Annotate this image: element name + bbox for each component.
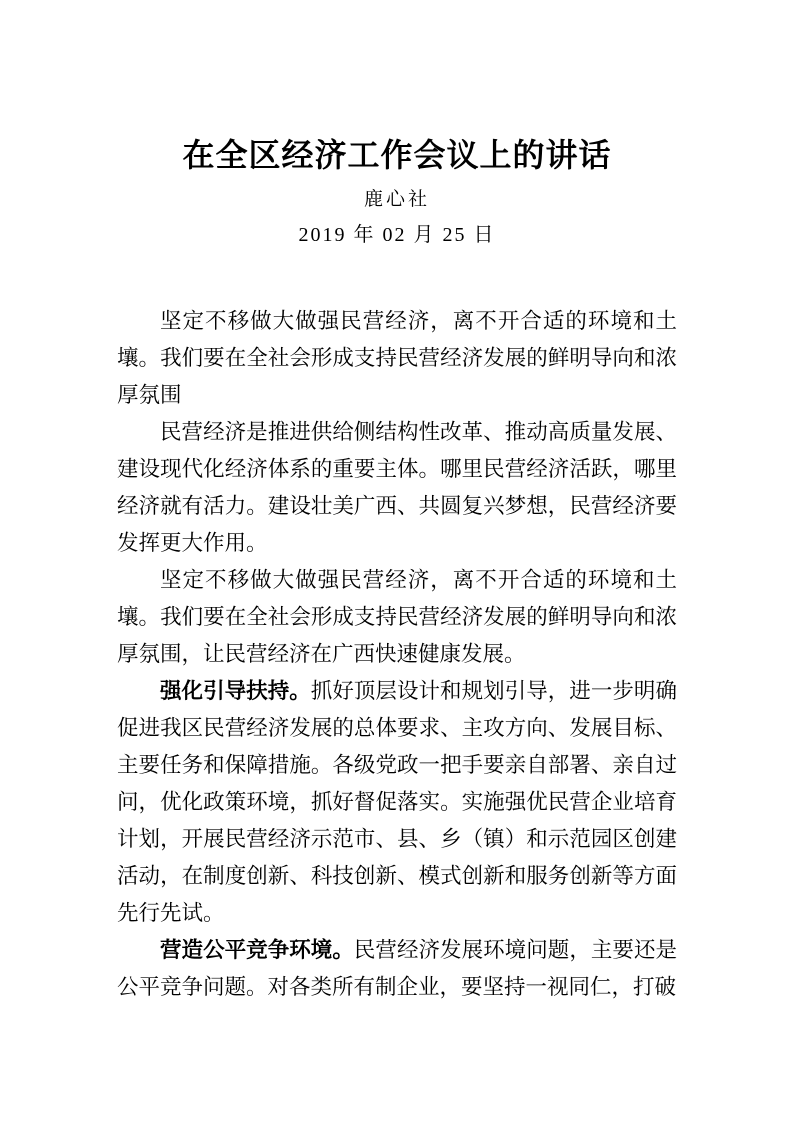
- paragraph: [117, 932, 677, 1006]
- paragraph-lead: 强化引导扶持。: [160, 679, 311, 703]
- paragraph-text: 坚定不移做大做强民营经济，离不开合适的环境和土壤。我们要在全社会形成支持民营经济发展的鲜明导向和浓厚氛围，让民营经济在广西快速健康发展。: [117, 568, 677, 666]
- document-body: [117, 303, 677, 1006]
- paragraph-lead: 营造公平竞争环境。: [160, 938, 354, 962]
- paragraph: [117, 673, 677, 932]
- date-line: 2019 年 02 月 25 日: [298, 224, 496, 246]
- document-content: [117, 0, 677, 1006]
- page-title: 在全区经济工作会议上的讲话: [182, 137, 612, 173]
- paragraph: [117, 303, 677, 414]
- author-line: 鹿心社: [363, 189, 430, 210]
- paragraph: [117, 562, 677, 673]
- paragraph-text: 民营经济发展环境问题，主要还是公平竞争问题。对各类所有制企业，要坚持一视同仁，打破: [117, 938, 677, 999]
- paragraph-text: 民营经济是推进供给侧结构性改革、推动高质量发展、建设现代化经济体系的重要主体。哪里民营经济活跃，哪里经济就有活力。建设壮美广西、共圆复兴梦想，民营经济要发挥更大作用。: [117, 420, 677, 555]
- paragraph-text: 坚定不移做大做强民营经济，离不开合适的环境和土壤。我们要在全社会形成支持民营经济发展的鲜明导向和浓厚氛围: [117, 309, 677, 407]
- paragraph: [117, 414, 677, 562]
- paragraph-text: 抓好顶层设计和规划引导，进一步明确促进我区民营经济发展的总体要求、主攻方向、发展目标、主要任务和保障措施。各级党政一把手要亲自部署、亲自过问，优化政策环境，抓好督促落实。实施强优民营企业培育计划，开展民营经济示范市、县、乡（镇）和示范园区创建活动，在制度创新、科技创新、模式创新和服务创新等方面先行先试。: [117, 679, 677, 925]
